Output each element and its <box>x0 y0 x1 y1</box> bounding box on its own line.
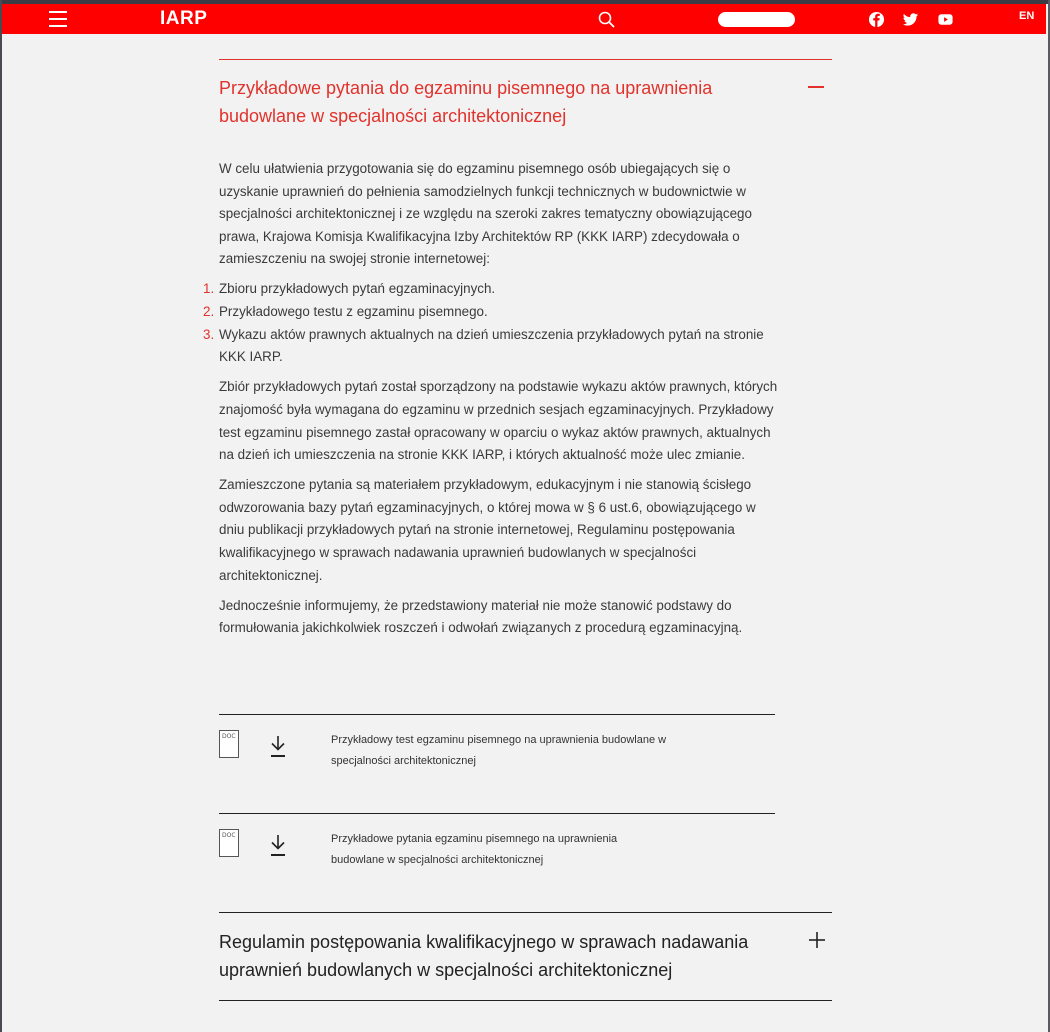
file-download-link[interactable]: Przykładowy test egzaminu pisemnego na uprawnienia budowlane w specjalności architektonicznej <box>331 734 667 767</box>
doc-file-icon: DOC <box>219 829 239 857</box>
minus-icon[interactable] <box>807 78 825 96</box>
list-item <box>203 324 779 369</box>
file-download-item <box>219 730 775 790</box>
accordion-item-regulations-title[interactable]: Regulamin postępowania kwalifikacyjnego w sprawach nadawania uprawnień budowlanych w specjalności architektonicznej <box>219 932 749 980</box>
file-divider <box>219 813 775 814</box>
accordion-divider <box>219 912 832 913</box>
doc-file-icon: DOC <box>219 730 239 758</box>
language-switch-en[interactable]: EN <box>1019 10 1035 22</box>
window-frame-left <box>0 0 2 1032</box>
list-item <box>203 301 779 324</box>
list-number: 3. <box>203 326 215 342</box>
download-icon[interactable] <box>269 833 287 857</box>
list-item-text: Wykazu aktów prawnych aktualnych na dzień umieszczenia przykładowych pytań na stronie KKK IARP. <box>219 326 764 365</box>
site-header <box>2 4 1046 34</box>
hamburger-icon[interactable] <box>49 11 67 27</box>
resource-list <box>203 278 779 368</box>
file-download-link[interactable]: Przykładowe pytania egzaminu pisemnego na uprawnienia budowlane w specjalności architektonicznej <box>331 833 618 866</box>
plus-icon[interactable] <box>808 931 826 949</box>
list-item-text: Zbioru przykładowych pytań egzaminacyjnych. <box>219 281 496 297</box>
list-item <box>203 278 779 301</box>
accordion-item-sample-questions-title[interactable]: Przykładowe pytania do egzaminu pisemnego na uprawnienia budowlane w specjalności architektonicznej <box>219 78 713 126</box>
file-divider <box>219 714 775 715</box>
list-number: 2. <box>203 304 215 320</box>
twitter-icon[interactable] <box>902 11 919 28</box>
body-paragraph: Zamieszczone pytania są materiałem przykładowym, edukacyjnym i nie stanowią ścisłego odwzorowania bazy pytań egzaminacyjnych, o której mowa w § 6 ust.6, obowiązującego w dniu publikacji przykładowych pytań na stronie internetowej, Regulaminu postępowania kwalifikacyjnego w sprawach nadawania uprawnień budowlanych w specjalności architektonicznej. <box>219 477 756 583</box>
search-input[interactable] <box>718 12 795 27</box>
accordion-item-sample-questions-content <box>203 158 779 647</box>
facebook-icon[interactable] <box>868 11 885 28</box>
accordion-divider-bottom <box>219 1000 832 1001</box>
accordion-divider-top <box>219 59 832 60</box>
body-paragraph: Zbiór przykładowych pytań został sporządzony na podstawie wykazu aktów prawnych, których znajomość była wymagana do egzaminu w przednich sesjach egzaminacyjnych. Przykładowy test egzaminu pisemnego zastał opracowany w oparciu o wykaz aktów prawnych, aktualnych na dzień ich umieszczenia na stronie KKK IARP, i których aktualność może ulec zmianie. <box>219 379 778 463</box>
list-item-text: Przykładowego testu z egzaminu pisemnego. <box>219 304 488 320</box>
list-number: 1. <box>203 281 215 297</box>
youtube-icon[interactable] <box>937 11 954 28</box>
body-paragraph: Jednocześnie informujemy, że przedstawiony materiał nie może stanowić podstawy do formułowania jakichkolwiek roszczeń i odwołań związanych z procedurą egzaminacyjną. <box>219 597 743 636</box>
intro-paragraph: W celu ułatwienia przygotowania się do egzaminu pisemnego osób ubiegających się o uzyskanie uprawnień do pełnienia samodzielnych funkcji technicznych w budownictwie w specjalności architektonicznej i ze względu na szeroki zakres tematyczny obowiązującego prawa, Krajowa Komisja Kwalifikacyjna Izby Architektów RP (KKK IARP) zdecydowała o zamieszczeniu na swojej stronie internetowej: <box>219 161 752 267</box>
file-download-item <box>219 829 775 889</box>
site-logo[interactable]: IARP <box>160 8 208 29</box>
search-icon[interactable] <box>598 11 616 29</box>
download-icon[interactable] <box>269 734 287 758</box>
